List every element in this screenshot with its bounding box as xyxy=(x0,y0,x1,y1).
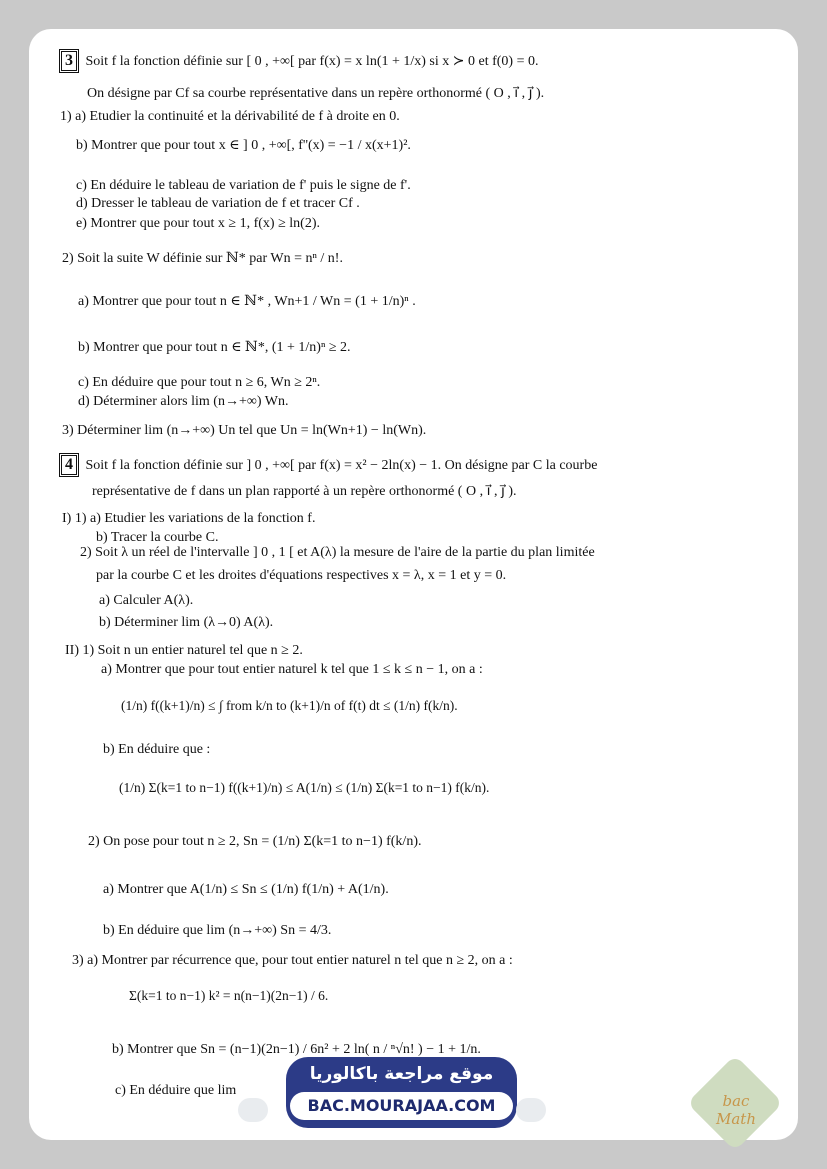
banner-url[interactable]: BAC.MOURAJAA.COM xyxy=(290,1092,513,1120)
ex4-II1b-formula: (1/n) Σ(k=1 to n−1) f((k+1)/n) ≤ A(1/n) ≤ (1/n) Σ(k=1 to n−1) f(k/n). xyxy=(119,780,490,795)
exercise-3-header xyxy=(61,51,538,71)
ex3-q2b: b) Montrer que pour tout n ∈ ℕ*, (1 + 1/n)ⁿ ≥ 2. xyxy=(78,340,351,355)
exam-page xyxy=(29,29,798,1140)
bird-logo-right xyxy=(516,1098,546,1122)
ex3-q1b: b) Montrer que pour tout x ∈ ] 0 , +∞[, f''(x) = −1 / x(x+1)². xyxy=(76,138,411,153)
ex4-II2b: b) En déduire que lim (n→+∞) Sn = 4/3. xyxy=(103,923,332,938)
ex4-II2: 2) On pose pour tout n ≥ 2, Sn = (1/n) Σ(k=1 to n−1) f(k/n). xyxy=(88,834,422,849)
bird-logo-left xyxy=(238,1098,268,1122)
ex3-q1e: e) Montrer que pour tout x ≥ 1, f(x) ≥ ln(2). xyxy=(76,216,320,231)
ex4-I2: 2) Soit λ un réel de l'intervalle ] 0 , 1 [ et A(λ) la mesure de l'aire de la partie du plan limitée xyxy=(80,545,595,560)
ex3-q2: 2) Soit la suite W définie sur ℕ* par Wn = nⁿ / n!. xyxy=(62,251,343,266)
ex4-I2b: par la courbe C et les droites d'équations respectives x = λ, x = 1 et y = 0. xyxy=(96,568,507,583)
ex3-q1d: d) Dresser le tableau de variation de f et tracer Cf . xyxy=(76,196,360,211)
ex3-q1a: 1) a) Etudier la continuité et la dérivabilité de f à droite en 0. xyxy=(60,109,400,124)
banner-arabic-title: موقع مراجعة باكالوريا xyxy=(309,1064,494,1084)
ex4-II3a-formula: Σ(k=1 to n−1) k² = n(n−1)(2n−1) / 6. xyxy=(129,988,329,1003)
exercise-3-number: 3 xyxy=(61,51,77,71)
exercise-4-header xyxy=(61,455,597,475)
ex4-I1b: b) Tracer la courbe C. xyxy=(96,530,219,545)
exercise-4-number: 4 xyxy=(61,455,77,475)
ex4-I2bb: b) Déterminer lim (λ→0) A(λ). xyxy=(99,615,274,630)
ex4-II1a-formula: (1/n) f((k+1)/n) ≤ ∫ from k/n to (k+1)/n of f(t) dt ≤ (1/n) f(k/n). xyxy=(121,698,458,713)
ex4-intro2: représentative de f dans un plan rapporté à un repère orthonormé ( O , i⃗ , j⃗ ). xyxy=(92,484,517,499)
ex3-curve-text: On désigne par Cf sa courbe représentative dans un repère orthonormé ( O , i⃗ , j⃗ ). xyxy=(87,86,545,101)
ex4-II3b: b) Montrer que Sn = (n−1)(2n−1) / 6n² + 2 ln( n / ⁿ√n! ) − 1 + 1/n. xyxy=(112,1042,481,1057)
ex3-q3: 3) Déterminer lim (n→+∞) Un tel que Un = ln(Wn+1) − ln(Wn). xyxy=(62,423,427,438)
ex4-II1b: b) En déduire que : xyxy=(103,742,211,757)
ex4-II3a: 3) a) Montrer par récurrence que, pour tout entier naturel n tel que n ≥ 2, on a : xyxy=(72,953,513,968)
ex4-I2a: a) Calculer A(λ). xyxy=(99,593,194,608)
exercise-3-intro: Soit f la fonction définie sur [ 0 , +∞[ par f(x) = x ln(1 + 1/x) si x ≻ 0 et f(0) = 0. xyxy=(85,54,539,69)
ex4-I1a: I) 1) a) Etudier les variations de la fonction f. xyxy=(62,511,316,526)
ex4-II1: II) 1) Soit n un entier naturel tel que n ≥ 2. xyxy=(65,643,303,658)
site-banner[interactable] xyxy=(286,1057,517,1128)
ex3-q2d: d) Déterminer alors lim (n→+∞) Wn. xyxy=(78,394,289,409)
exercise-4-intro: Soit f la fonction définie sur ] 0 , +∞[ par f(x) = x² − 2ln(x) − 1. On désigne par C la courbe xyxy=(85,458,598,473)
ex3-q2c: c) En déduire que pour tout n ≥ 6, Wn ≥ 2ⁿ. xyxy=(78,375,321,390)
ex3-q2a: a) Montrer que pour tout n ∈ ℕ* , Wn+1 / Wn = (1 + 1/n)ⁿ . xyxy=(78,294,416,309)
ex3-q1c: c) En déduire le tableau de variation de f' puis le signe de f'. xyxy=(76,178,411,193)
ex4-II2a: a) Montrer que A(1/n) ≤ Sn ≤ (1/n) f(1/n) + A(1/n). xyxy=(103,882,389,897)
bac-math-logo-text: bac Math xyxy=(716,1092,756,1128)
ex4-II1a: a) Montrer que pour tout entier naturel k tel que 1 ≤ k ≤ n − 1, on a : xyxy=(101,662,483,677)
ex4-II3c: c) En déduire que lim xyxy=(115,1083,237,1098)
